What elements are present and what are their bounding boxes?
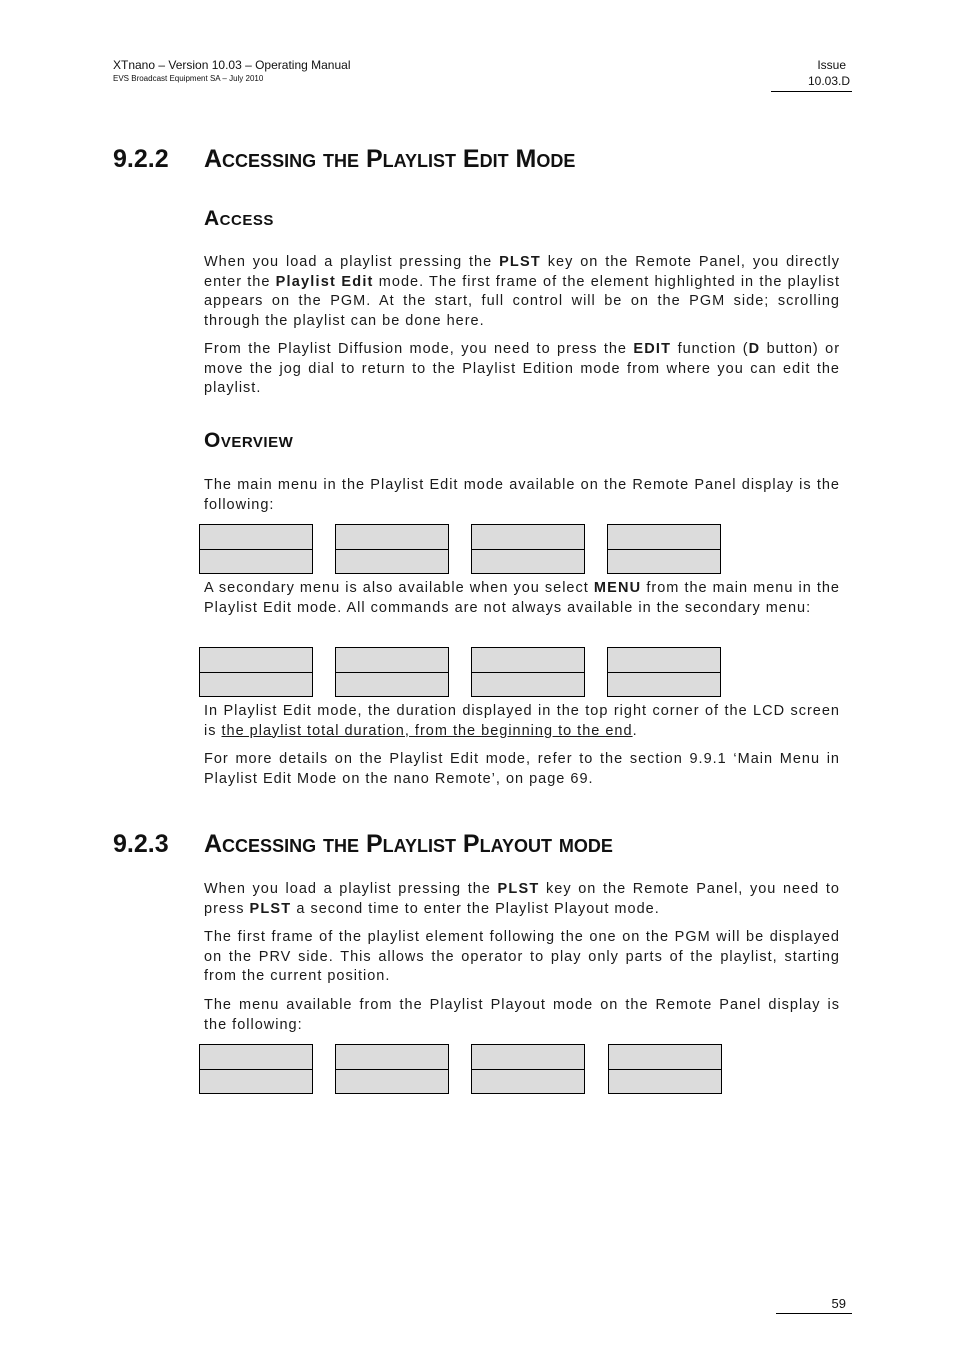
menu-key-bottom [336,549,448,573]
section-number: 9.2.3 [113,830,169,858]
menu-key [471,524,585,574]
header-divider [771,91,852,92]
menu-key-bottom [608,549,720,573]
menu-key [335,647,449,697]
playout-menu-display [199,1044,722,1094]
paragraph: The main menu in the Playlist Edit mode available on the Remote Panel display is the following: [204,477,840,513]
menu-key-bottom [200,549,312,573]
menu-key [335,1044,449,1094]
menu-key [199,524,313,574]
menu-key [608,1044,722,1094]
subheading-overview: Overview [204,429,294,452]
key-d: D [748,341,761,357]
paragraph-cross-reference: For more details on the Playlist Edit mode, refer to the section 9.9.1 ‘Main Menu in Playlist Edit Mode on the nano Remote’, on page 69. [204,751,840,787]
menu-key-top [200,525,312,550]
section-number: 9.2.2 [113,145,169,173]
main-menu-display [199,524,722,574]
issue-label: Issue [817,58,846,72]
paragraph: From the Playlist Diffusion mode, you need to press the EDIT function (D button) or move the jog dial to return to the Playlist Edition mode from where you can edit the playlist. [204,341,841,396]
menu-key [471,1044,585,1094]
section-title: Accessing the Playlist Edit Mode [204,145,576,173]
menu-key-top [336,525,448,550]
key-edit: EDIT [633,341,672,357]
paragraph: The first frame of the playlist element following the one on the PGM will be displayed on the PRV side. This allows the operator to play only parts of the playlist, starting from the current position. [204,929,840,984]
menu-key-top [336,1045,448,1070]
menu-key-top [608,525,720,550]
menu-key-bottom [472,1069,584,1093]
paragraph: A secondary menu is also available when you select MENU from the main menu in the Playlist Edit mode. All commands are not always available in the secondary menu: [204,580,840,616]
menu-key-top [200,648,312,673]
paragraph: In Playlist Edit mode, the duration displayed in the top right corner of the LCD screen is the playlist total duration, from the beginning to the end. [204,703,840,739]
menu-key-top [472,525,584,550]
menu-key-bottom [609,1069,721,1093]
menu-key [607,647,721,697]
menu-key-top [472,648,584,673]
menu-key-bottom [472,549,584,573]
subheading-access: Access [204,207,274,230]
menu-key [471,647,585,697]
menu-key [335,524,449,574]
menu-key-bottom [336,1069,448,1093]
paragraph: When you load a playlist pressing the PLST key on the Remote Panel, you directly enter the Playlist Edit mode. The first frame of the element highlighted in the playlist appears on the PGM. At the start, full control will be on the PGM side; scrolling through the playlist can be done here. [204,254,840,329]
menu-key-bottom [472,672,584,696]
issue-version: 10.03.D [807,74,850,88]
menu-key [199,1044,313,1094]
menu-key-top [608,648,720,673]
underlined-text: the playlist total duration, from the beginning to the end [221,722,633,739]
document-subtitle: EVS Broadcast Equipment SA – July 2010 [113,74,264,83]
menu-key-top [609,1045,721,1070]
footer-divider [776,1313,852,1314]
key-plst: PLST [497,881,540,897]
menu-key-bottom [200,1069,312,1093]
section-title: Accessing the Playlist Playout mode [204,830,613,858]
menu-key-top [200,1045,312,1070]
menu-key [607,524,721,574]
paragraph: The menu available from the Playlist Playout mode on the Remote Panel display is the following: [204,997,840,1033]
menu-key-bottom [608,672,720,696]
secondary-menu-display [199,647,722,697]
document-title: XTnano – Version 10.03 – Operating Manual [113,58,351,72]
menu-key-top [336,648,448,673]
key-menu: MENU [593,580,642,596]
mode-playlist-edit: Playlist Edit [275,273,374,290]
key-plst: PLST [249,900,292,917]
key-plst: PLST [499,254,541,270]
page-number: 59 [831,1296,846,1311]
menu-key-bottom [200,672,312,696]
menu-key-bottom [336,672,448,696]
paragraph: When you load a playlist pressing the PLST key on the Remote Panel, you need to press PLST a second time to enter the Playlist Playout mode. [204,881,840,917]
menu-key-top [472,1045,584,1070]
menu-key [199,647,313,697]
